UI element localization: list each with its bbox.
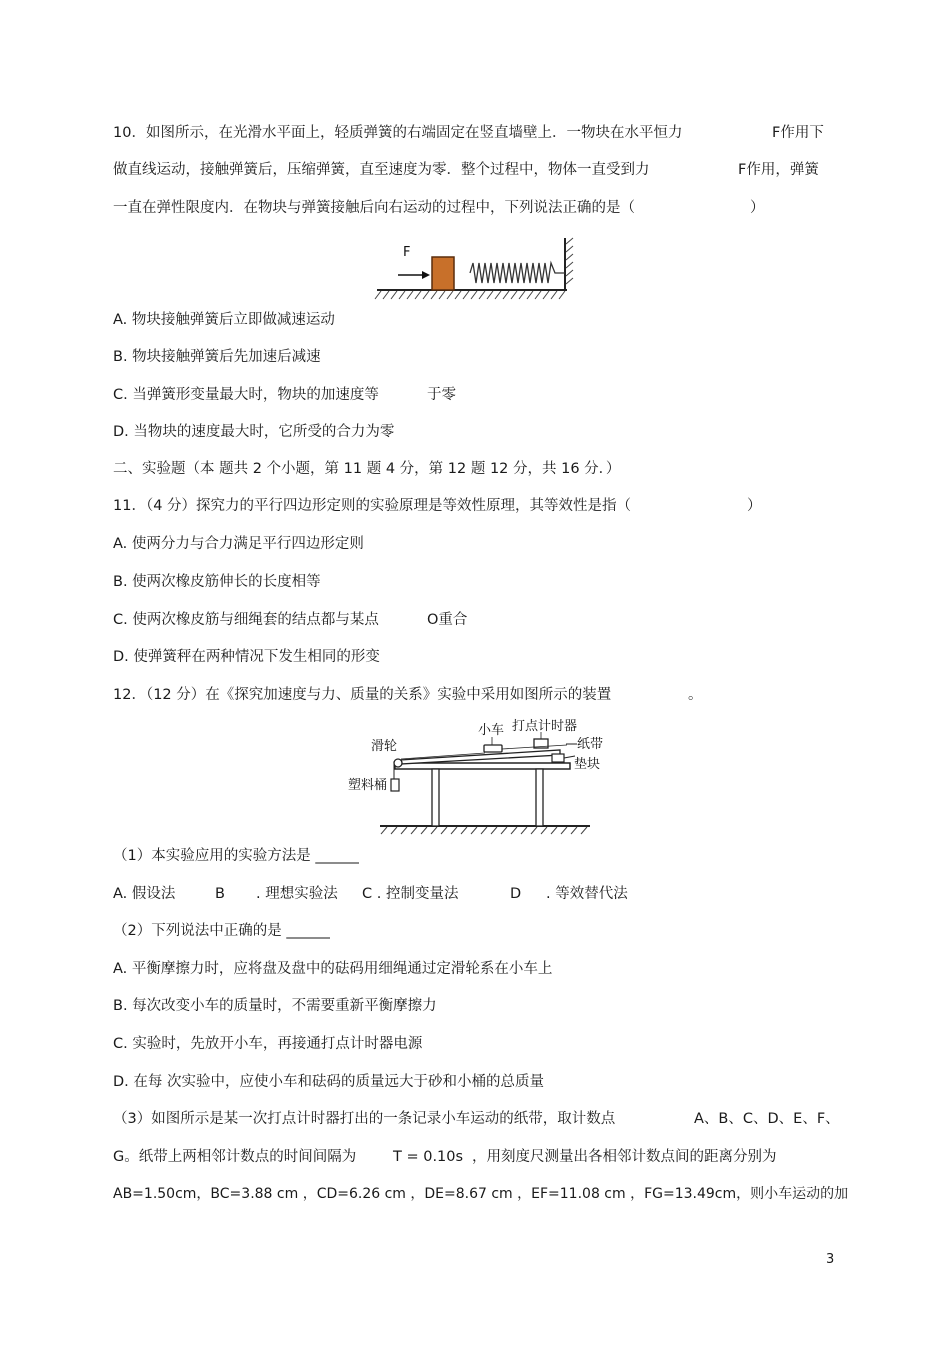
q12-sub3-line1-end: A、B、C、D、E、F、 xyxy=(694,1111,840,1127)
q11-option-a: A. 使两分力与合力满足平行四边形定则 xyxy=(113,536,364,552)
q12-sub1: （1）本实验应用的实验方法是 ______ xyxy=(113,848,359,864)
q10-stem-line2-end: F作用，弹簧 xyxy=(738,162,819,178)
q12-sub1-option-b-text: . 理想实验法 xyxy=(256,886,338,902)
q11-option-b: B. 使两次橡皮筋伸长的长度相等 xyxy=(113,574,321,590)
table-top xyxy=(395,763,570,769)
q12-sub1-option-c: C . 控制变量法 xyxy=(362,886,459,902)
label-cart: 小车 xyxy=(478,723,505,738)
q12-sub3-line1: （3）如图所示是某一次打点计时器打出的一条记录小车运动的纸带，取计数点 xyxy=(113,1111,616,1127)
label-pulley: 滑轮 xyxy=(371,739,398,754)
block-shape xyxy=(432,257,454,290)
q10-stem-line1: 10．如图所示，在光滑水平面上，轻质弹簧的右端固定在竖直墙壁上．一物块在水平恒力 xyxy=(113,125,683,141)
q10-option-d: D. 当物块的速度最大时，它所受的合力为零 xyxy=(113,424,395,440)
q12-sub1-option-a: A. 假设法 xyxy=(113,886,176,902)
q10-stem-line3: 一直在弹性限度内．在物块与弹簧接触后向右运动的过程中，下列说法正确的是（ xyxy=(113,200,635,216)
q12-sub2-option-d: D. 在每 次实验中，应使小车和砝码的质量远大于砂和小桶的总质量 xyxy=(113,1074,544,1090)
pulley-wheel xyxy=(394,759,402,767)
q12-stem-end: 。 xyxy=(688,687,703,703)
bucket-shape xyxy=(391,779,399,791)
q12-sub1-option-d-text: . 等效替代法 xyxy=(546,886,628,902)
q12-sub2-option-a: A. 平衡摩擦力时，应将盘及盘中的砝码用细绳通过定滑轮系在小车上 xyxy=(113,961,553,977)
spring-shape xyxy=(470,263,565,283)
q12-sub1-option-d: D xyxy=(510,886,522,902)
page-number: 3 xyxy=(826,1252,835,1267)
apparatus-figure xyxy=(345,716,604,836)
q12-sub2-option-c: C. 实验时，先放开小车，再接通打点计时器电源 xyxy=(113,1036,423,1052)
table-leg-right xyxy=(536,769,543,826)
section-heading: 二、实验题（本 题共 2 个小题，第 11 题 4 分，第 12 题 12 分，共 16 分．） xyxy=(113,461,621,477)
wedge-block xyxy=(552,754,564,762)
cart-shape xyxy=(484,745,502,752)
label-timer: 打点计时器 xyxy=(512,719,578,734)
label-bucket: 塑料桶 xyxy=(348,778,388,793)
q10-option-b: B. 物块接触弹簧后先加速后减速 xyxy=(113,349,321,365)
q12-sub3-period: T = 0.10s xyxy=(393,1149,464,1165)
q12-sub3-line2: G。纸带上两相邻计数点的时间间隔为 xyxy=(113,1149,357,1165)
q12-stem: 12．（12 分）在《探究加速度与力、质量的关系》实验中采用如图所示的装置 xyxy=(113,687,612,703)
q11-stem-end: ） xyxy=(747,498,762,514)
q10-option-a: A. 物块接触弹簧后立即做减速运动 xyxy=(113,312,335,328)
label-block: 垫块 xyxy=(574,757,601,772)
table-leg-left xyxy=(432,769,439,826)
force-label: F xyxy=(403,245,411,260)
label-tape: 纸带 xyxy=(577,737,604,752)
q11-option-c: C. 使两次橡皮筋与细绳套的结点都与某点 xyxy=(113,612,379,628)
q12-sub1-option-b: B xyxy=(215,886,225,902)
q12-sub2: （2）下列说法中正确的是 ______ xyxy=(113,923,330,939)
q12-sub2-option-b: B. 每次改变小车的质量时，不需要重新平衡摩擦力 xyxy=(113,998,437,1014)
q12-sub3-line3: AB=1.50cm，BC=3.88 cm ，CD=6.26 cm ，DE=8.67 cm ，EF=11.08 cm ，FG=13.49cm，则小车运动的加 xyxy=(113,1186,849,1202)
q11-option-c-end: O重合 xyxy=(427,612,468,628)
q11-stem: 11．（4 分）探究力的平行四边形定则的实验原理是等效性原理，其等效性是指（ xyxy=(113,498,632,514)
q10-stem-line3-end: ） xyxy=(750,200,765,216)
q10-stem-line1-end: F作用下 xyxy=(772,125,824,141)
q10-option-c-end: 于零 xyxy=(427,387,456,403)
q11-option-d: D. 使弹簧秤在两种情况下发生相同的形变 xyxy=(113,649,380,665)
q12-sub3-line2-end: ，用刻度尺测量出各相邻计数点间的距离分别为 xyxy=(472,1149,777,1165)
spring-block-figure xyxy=(375,230,575,302)
q10-option-c: C. 当弹簧形变量最大时，物块的加速度等 xyxy=(113,387,379,403)
q10-stem-line2: 做直线运动，接触弹簧后，压缩弹簧，直至速度为零．整个过程中，物体一直受到力 xyxy=(113,162,650,178)
